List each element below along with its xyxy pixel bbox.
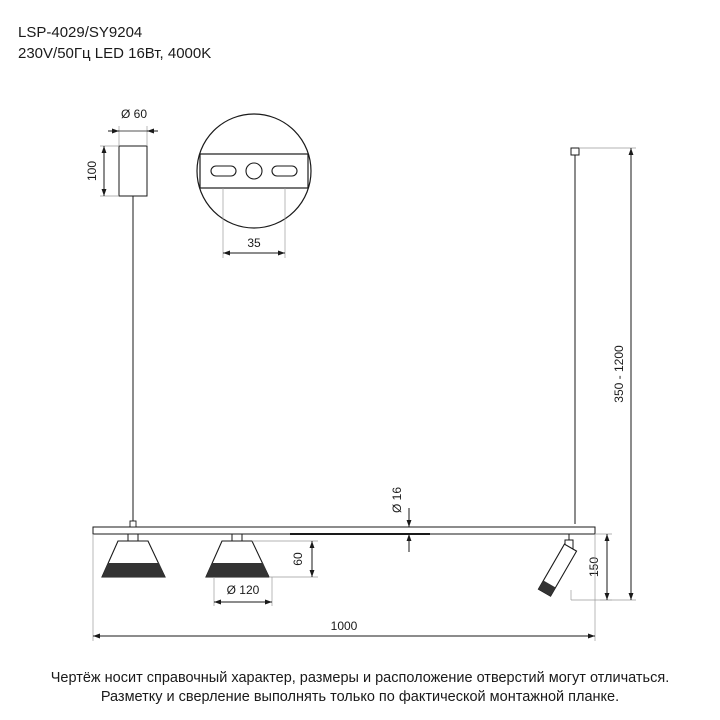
model-number: LSP-4029/SY9204 bbox=[18, 24, 143, 41]
canopy bbox=[119, 146, 147, 196]
disclaimer-line-1: Чертёж носит справочный характер, размеры и расположение отверстий могут отличаться. bbox=[50, 670, 670, 686]
electrical-specs: 230V/50Гц LED 16Вт, 4000K bbox=[18, 45, 212, 62]
spot-lamp bbox=[538, 534, 576, 596]
shade-height-label: 60 bbox=[291, 552, 305, 566]
canopy-diameter-dimension bbox=[108, 107, 158, 146]
shade-diameter-label: Ø 120 bbox=[226, 583, 260, 597]
canopy-height-dimension bbox=[85, 146, 119, 196]
shade-diameter-dimension bbox=[214, 577, 272, 606]
suspension-range-label: 350 - 1200 bbox=[612, 345, 626, 403]
bar-diameter-label: Ø 16 bbox=[390, 486, 404, 514]
disclaimer-line-2: Разметку и сверление выполнять только по фактической монтажной планке. bbox=[100, 689, 620, 705]
spot-drop-label: 150 bbox=[587, 556, 601, 578]
lamp-bar bbox=[93, 521, 595, 534]
canopy-right bbox=[571, 148, 579, 155]
canopy-height-label: 100 bbox=[85, 160, 99, 182]
bar-diameter-dimension bbox=[390, 487, 409, 552]
lamp-shade-1 bbox=[102, 534, 165, 577]
canopy-diameter-label: Ø 60 bbox=[120, 107, 148, 121]
mount-spacing-dimension bbox=[223, 236, 285, 253]
lamp-shade-2 bbox=[206, 534, 269, 577]
spot-drop-dimension bbox=[571, 534, 612, 600]
total-length-label: 1000 bbox=[330, 619, 358, 633]
mount-spacing-label: 35 bbox=[247, 236, 261, 250]
total-length-dimension bbox=[93, 534, 595, 641]
